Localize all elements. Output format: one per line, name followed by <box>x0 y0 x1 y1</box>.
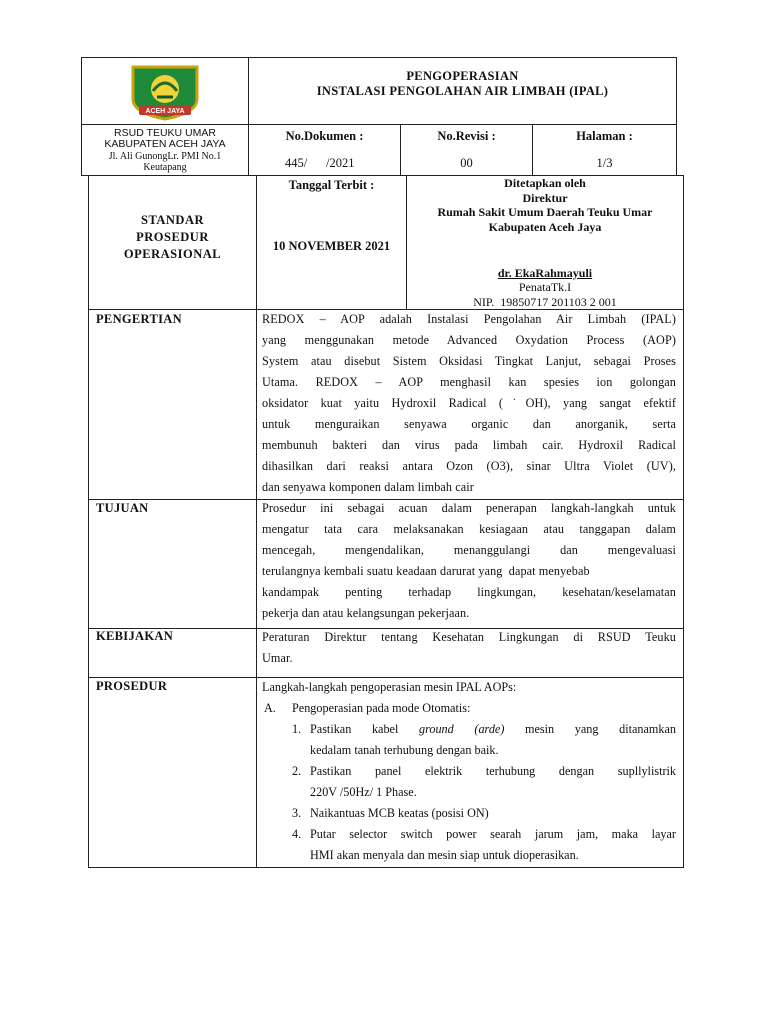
mode-title: Pengoperasian pada mode Otomatis: <box>292 701 471 715</box>
step-text: mesin yang ditanamkan <box>504 722 676 736</box>
logo-caption: ACEH JAYA <box>145 108 185 115</box>
step-line: Putar selector switch power searah jarum jam, maka layar <box>310 827 676 841</box>
kebijakan-line: Peraturan Direktur tentang Kesehatan Lingkungan di RSUD Teuku <box>262 630 676 644</box>
pengertian-line: oksidator kuat yaitu Hydroxil Radical (˙OH), yang sangat efektif <box>262 396 676 410</box>
step-line <box>310 719 676 740</box>
issue-date-label: Tanggal Terbit : <box>288 178 375 192</box>
hospital-info-cell <box>81 124 249 176</box>
signer-rank: PenataTk.I <box>518 280 572 294</box>
prosedur-label: PROSEDUR <box>96 679 168 693</box>
document-title-cell <box>248 57 677 125</box>
page-label: Halaman : <box>576 129 633 143</box>
pengertian-line: yang menggunakan metode Advanced Oxydation Process (AOP) <box>262 333 676 347</box>
tujuan-label: TUJUAN <box>96 501 149 515</box>
logo-cell <box>81 57 249 125</box>
issue-date-value: 10 NOVEMBER 2021 <box>272 239 391 253</box>
step-number: 2. <box>292 764 302 778</box>
pengertian-line: untuk menguraikan senyawa organic dan anorganik, serta <box>262 417 676 431</box>
hospital-regency: KABUPATEN ACEH JAYA <box>104 138 226 150</box>
revision-label: No.Revisi : <box>437 129 496 143</box>
pengertian-line: membunuh bakteri dan virus pada limbah cair. Hydroxil Radical <box>262 438 676 452</box>
approval-line1: Ditetapkan oleh <box>504 176 586 190</box>
doc-number-label: No.Dokumen : <box>285 129 364 143</box>
revision-cell <box>400 124 533 176</box>
page-cell <box>532 124 677 176</box>
title-line1: PENGOPERASIAN <box>406 69 519 83</box>
sop-line1: STANDAR <box>141 213 204 227</box>
step-line: 220V /50Hz/ 1 Phase. <box>310 785 417 799</box>
pengertian-label-cell <box>88 309 257 500</box>
step-line: kedalam tanah terhubung dengan baik. <box>310 743 499 757</box>
step-number: 3. <box>292 806 302 820</box>
tujuan-line: mencegah, mengendalikan, menanggulangi dan mengevaluasi <box>262 543 676 557</box>
tujuan-line: pekerja dan atau kelangsungan pekerjaan. <box>262 606 470 620</box>
step-text: Pastikan kabel <box>310 722 419 736</box>
page-value: 1/3 <box>596 156 613 170</box>
tujuan-text <box>262 498 676 624</box>
kebijakan-line: Umar. <box>262 651 293 665</box>
hospital-address: Jl. Ali GunongLr. PMI No.1 <box>108 151 222 162</box>
kebijakan-text <box>262 627 676 669</box>
pengertian-line: dihasilkan dari reaksi antara Ozon (O3), sinar Ultra Violet (UV), <box>262 459 676 473</box>
prosedur-label-cell <box>88 677 257 868</box>
step-number: 1. <box>292 722 302 736</box>
pengertian-label: PENGERTIAN <box>96 312 182 326</box>
aceh-jaya-logo <box>125 61 205 123</box>
kebijakan-label: KEBIJAKAN <box>96 629 174 643</box>
step-line: HMI akan menyala dan mesin siap untuk dioperasikan. <box>310 848 579 862</box>
approval-line4: Kabupaten Aceh Jaya <box>488 220 602 234</box>
signer-nip: NIP. 19850717 201103 2 001 <box>473 295 617 309</box>
sop-line2: PROSEDUR <box>136 230 209 244</box>
pengertian-line: System atau disebut Sistem Oksidasi Tingkat Lanjut, sebagai Proses <box>262 354 676 368</box>
revision-value: 00 <box>460 156 473 170</box>
approval-line3: Rumah Sakit Umum Daerah Teuku Umar <box>437 205 653 219</box>
tujuan-line: mengatur tata cara melaksanakan kesiagaan atau tanggapan dalam <box>262 522 676 536</box>
pengertian-text <box>262 309 676 498</box>
sop-line3: OPERASIONAL <box>123 247 222 261</box>
step-emphasis: ground (arde) <box>418 722 505 736</box>
tujuan-line: kandampak penting terhadap lingkungan, kesehatan/keselamatan <box>262 585 676 599</box>
pengertian-line: REDOX – AOP adalah Instalasi Pengolahan Air Limbah (IPAL) <box>262 312 676 326</box>
step-line: Pastikan panel elektrik terhubung dengan supllylistrik <box>310 764 676 778</box>
sop-title-cell <box>88 175 257 310</box>
approval-line2: Direktur <box>522 191 568 205</box>
pengertian-line: Utama. REDOX – AOP menghasil kan spesies ion golongan <box>262 375 676 389</box>
tujuan-line: terulangnya kembali suatu keadaan darurat yang dapat menyebab <box>262 564 590 578</box>
prosedur-intro: Langkah-langkah pengoperasian mesin IPAL AOPs: <box>262 680 517 694</box>
approval-cell <box>406 175 684 310</box>
title-line2: INSTALASI PENGOLAHAN AIR LIMBAH (IPAL) <box>316 84 609 98</box>
mode-marker: A. <box>264 701 276 715</box>
tujuan-line: Prosedur ini sebagai acuan dalam penerapan langkah-langkah untuk <box>262 501 676 515</box>
step-number: 4. <box>292 827 302 841</box>
pengertian-line: dan senyawa komponen dalam limbah cair <box>262 480 474 494</box>
hospital-city: Keutapang <box>143 162 187 173</box>
doc-number-value: 445/ /2021 <box>285 156 355 170</box>
hospital-name: RSUD TEUKU UMAR <box>114 127 216 139</box>
signer-name: dr. EkaRahmayuli <box>497 266 593 280</box>
tujuan-label-cell <box>88 499 257 629</box>
doc-number-cell <box>248 124 401 176</box>
step-line: Naikantuas MCB keatas (posisi ON) <box>310 806 489 820</box>
issue-date-cell <box>256 175 407 310</box>
